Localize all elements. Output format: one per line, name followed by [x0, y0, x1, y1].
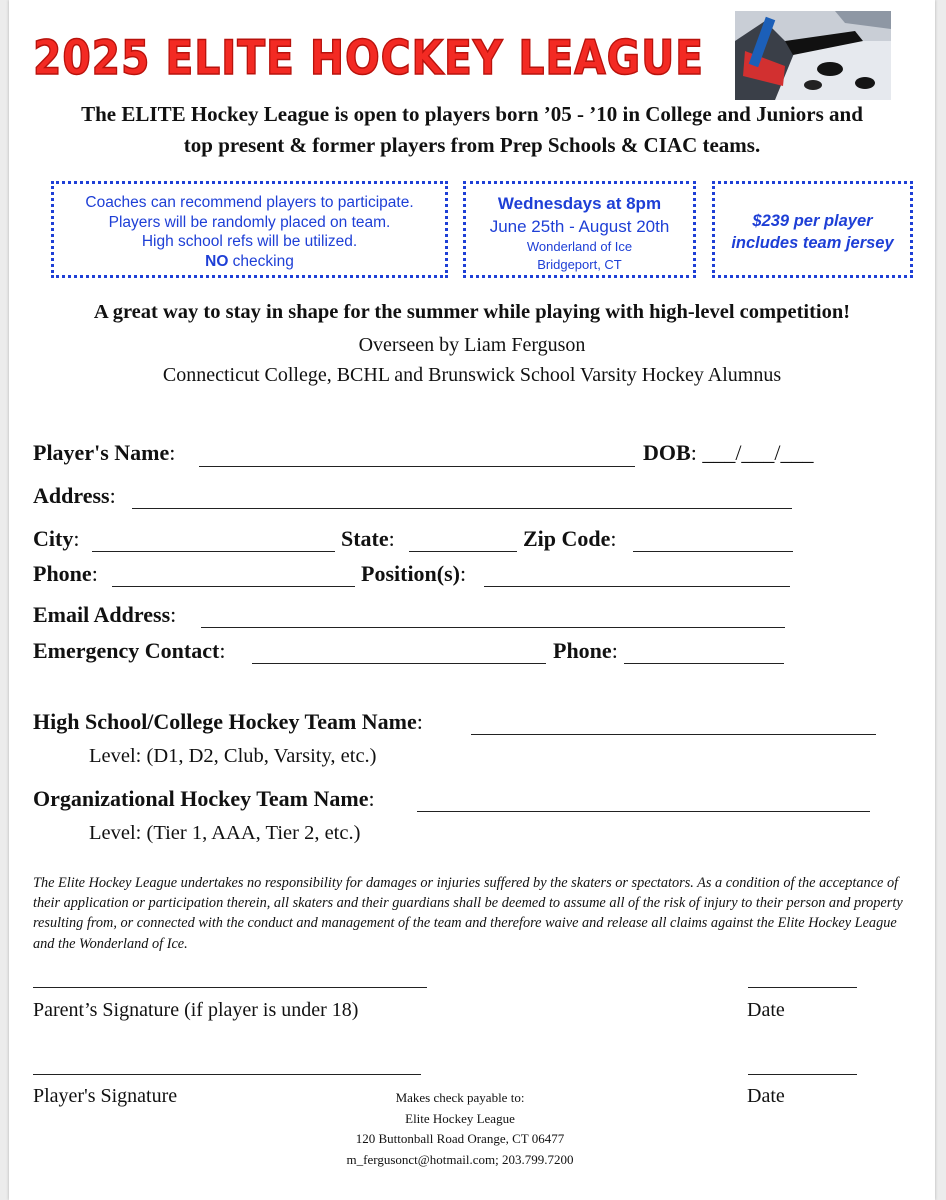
- player-signature-label: Player's Signature: [33, 1085, 178, 1107]
- dob-label: DOB: [643, 440, 691, 465]
- org-level-hint: Level: (Tier 1, AAA, Tier 2, etc.): [89, 822, 361, 844]
- page-title: 2025 ELITE HOCKEY LEAGUE: [33, 31, 704, 86]
- city-label: City: [33, 526, 74, 551]
- player-name-blank[interactable]: [199, 466, 635, 467]
- emergency-row: Emergency Contact:: [33, 638, 226, 663]
- state-blank[interactable]: [409, 551, 517, 552]
- player-signature-line[interactable]: [33, 1074, 421, 1075]
- parent-date-label: Date: [747, 999, 785, 1021]
- parent-signature-line[interactable]: [33, 987, 427, 988]
- overseen-by: Overseen by Liam Ferguson: [358, 334, 586, 356]
- zip-label: Zip Code: [523, 526, 611, 551]
- org-team-blank[interactable]: [417, 811, 870, 812]
- schedule-city: Bridgeport, CT: [537, 257, 622, 272]
- payment-address: 120 Buttonball Road Orange, CT 06477: [355, 1131, 565, 1146]
- hockey-action-photo: [735, 11, 891, 100]
- address-blank[interactable]: [132, 508, 792, 509]
- schedule-venue: Wonderland of Ice: [526, 239, 633, 254]
- liability-disclaimer: The Elite Hockey League undertakes no responsibility for damages or injuries suffered by the skaters or spectators. As a condition of the acceptance of their application or participation therein, all skaters and their guardians shall be deemed to assume all of the risk of injury to their person and property resulting from, or connected with the conduct and management of the team and therefore waive and release all claims against the Elite Hockey League and the Wonderland of Ice.: [33, 875, 903, 952]
- org-team-row: Organizational Hockey Team Name:: [33, 786, 375, 811]
- hockey-puck-image: [735, 11, 891, 100]
- positions-label: Position(s): [361, 561, 460, 586]
- rules-info-box: [51, 181, 448, 278]
- positions-row: Position(s):: [361, 561, 467, 586]
- email-blank[interactable]: [201, 627, 785, 628]
- payment-info: [335, 1088, 585, 1170]
- phone-label: Phone: [33, 561, 92, 586]
- city-blank[interactable]: [92, 551, 335, 552]
- price-info-box: [712, 181, 913, 278]
- hs-team-blank[interactable]: [471, 734, 876, 735]
- dob-blank[interactable]: ___/___/___: [702, 440, 814, 465]
- hs-team-label: High School/College Hockey Team Name: [33, 709, 417, 734]
- zip-blank[interactable]: [633, 551, 793, 552]
- checking-text: checking: [228, 252, 294, 270]
- price-line-2: includes team jersey: [731, 234, 894, 252]
- emergency-contact-blank[interactable]: [252, 663, 546, 664]
- no-emphasis: NO: [205, 252, 229, 270]
- address-label: Address: [33, 483, 110, 508]
- price-line-1: $239 per player: [752, 212, 873, 230]
- schedule-dates: June 25th - August 20th: [489, 217, 670, 236]
- emergency-phone-blank[interactable]: [624, 663, 784, 664]
- player-name-row: Player's Name:: [33, 440, 176, 465]
- rules-line-1: Coaches can recommend players to participate.: [85, 194, 414, 211]
- org-team-label: Organizational Hockey Team Name: [33, 786, 369, 811]
- rules-line-4: [54, 252, 445, 272]
- tagline: A great way to stay in shape for the summer while playing with high-level competition!: [93, 301, 851, 323]
- registration-form-page: [9, 0, 935, 1200]
- parent-date-line[interactable]: [748, 987, 857, 988]
- intro-line-2: top present & former players from Prep Schools & CIAC teams.: [183, 133, 761, 157]
- state-label: State: [341, 526, 389, 551]
- hs-level-hint: Level: (D1, D2, Club, Varsity, etc.): [89, 745, 377, 767]
- zip-row: Zip Code:: [523, 526, 617, 551]
- intro-line-1: The ELITE Hockey League is open to players born ’05 - ’10 in College and Juniors and: [81, 102, 863, 126]
- parent-signature-label: Parent’s Signature (if player is under 18): [33, 999, 359, 1021]
- phone-blank[interactable]: [112, 586, 355, 587]
- phone-row: Phone:: [33, 561, 98, 586]
- email-label: Email Address: [33, 602, 171, 627]
- email-row: Email Address:: [33, 602, 177, 627]
- address-row: Address:: [33, 483, 116, 508]
- payment-contact: m_fergusonct@hotmail.com; 203.799.7200: [346, 1151, 574, 1167]
- schedule-day: Wednesdays at 8pm: [497, 194, 662, 213]
- rules-line-3: High school refs will be utilized.: [141, 233, 358, 250]
- schedule-info-box: [463, 181, 696, 278]
- emergency-phone-row: Phone:: [553, 638, 618, 663]
- player-name-label: Player's Name: [33, 440, 170, 465]
- rules-line-2: Players will be randomly placed on team.: [108, 213, 391, 231]
- emergency-phone-label: Phone: [553, 638, 612, 663]
- payment-line-2: Elite Hockey League: [405, 1110, 515, 1126]
- player-date-line[interactable]: [748, 1074, 857, 1075]
- hs-team-row: High School/College Hockey Team Name:: [33, 709, 423, 734]
- positions-blank[interactable]: [484, 586, 790, 587]
- city-row: City:: [33, 526, 80, 551]
- payment-line-1: Makes check payable to:: [395, 1090, 525, 1105]
- emergency-contact-label: Emergency Contact: [33, 638, 220, 663]
- player-date-label: Date: [747, 1085, 785, 1107]
- dob-row: DOB: ___/___/___: [643, 440, 814, 465]
- credentials: Connecticut College, BCHL and Brunswick School Varsity Hockey Alumnus: [162, 364, 782, 386]
- state-row: State:: [341, 526, 395, 551]
